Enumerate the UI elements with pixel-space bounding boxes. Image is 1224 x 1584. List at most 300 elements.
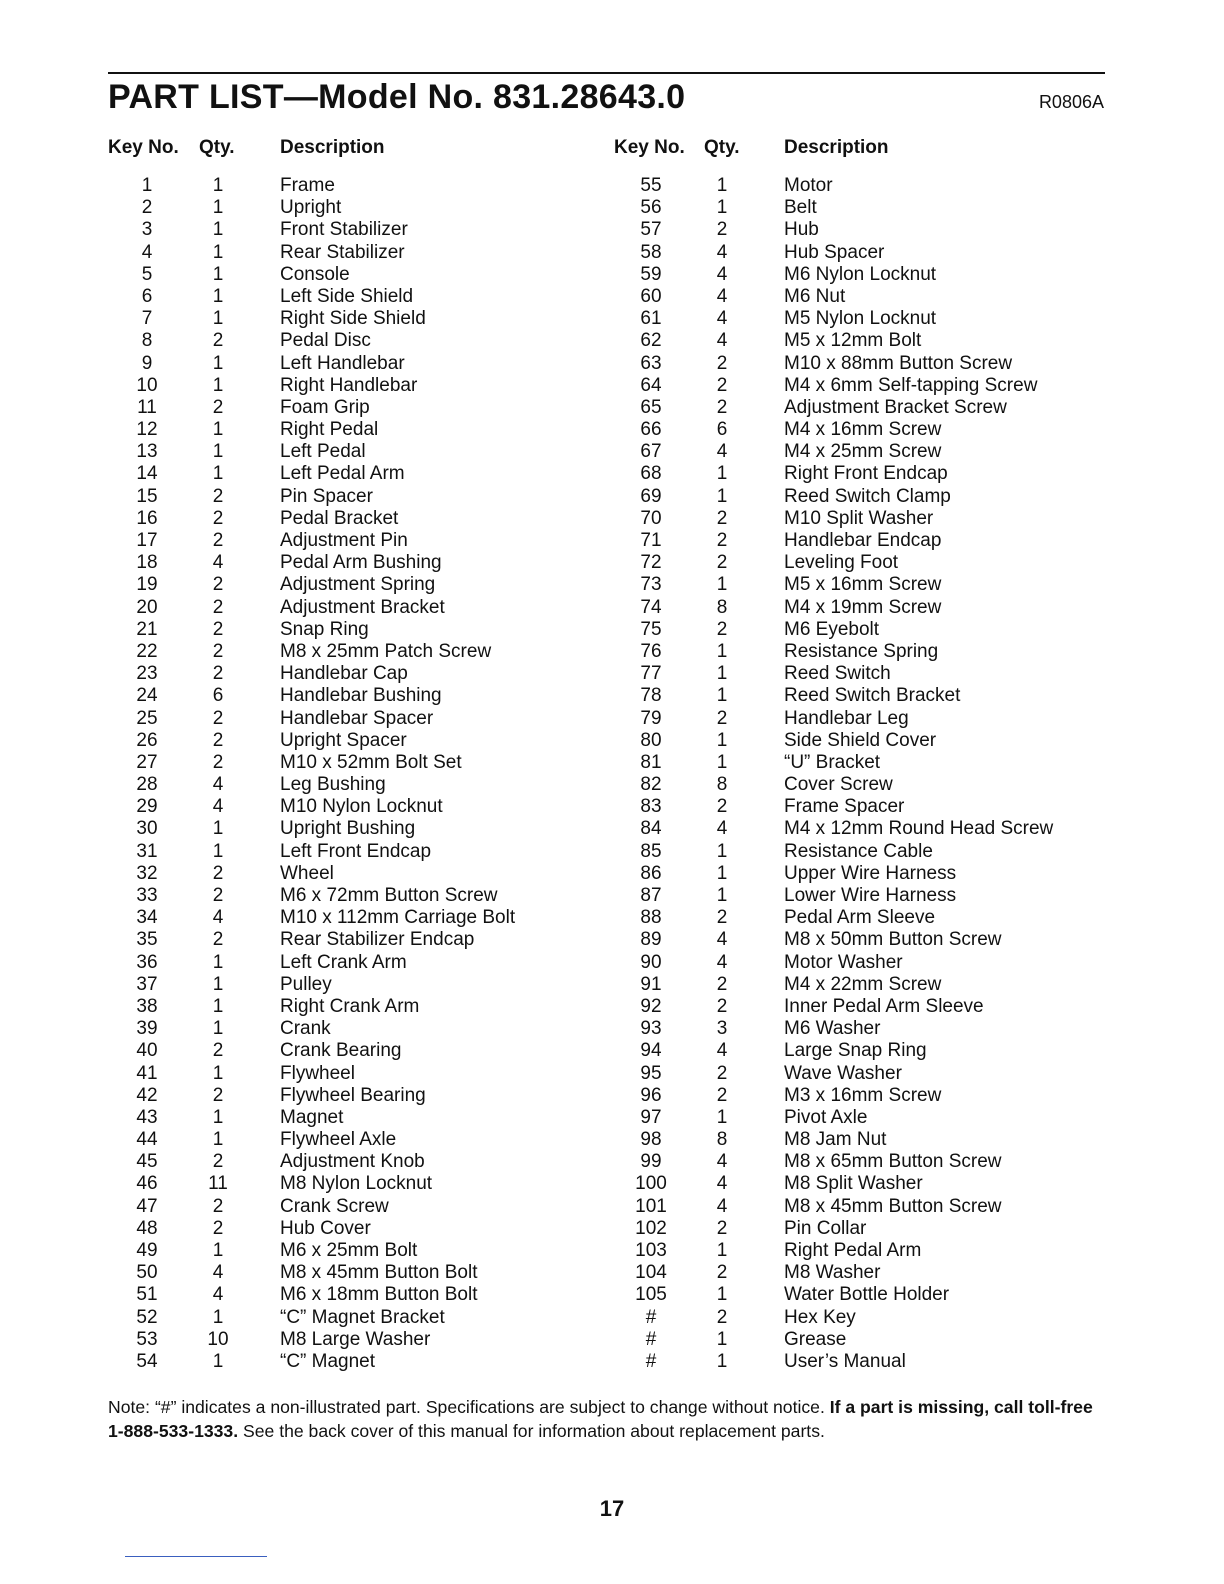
quantity: 1 (212, 1306, 224, 1328)
quantity: 2 (716, 1217, 728, 1239)
quantity: 1 (212, 285, 224, 307)
part-description: Adjustment Bracket Screw (784, 396, 1007, 418)
key-number: 21 (136, 618, 158, 640)
note-text: Note: “#” indicates a non-illustrated part. Specifications are subject to change without notice. (108, 1397, 830, 1417)
quantity: 1 (212, 463, 224, 485)
part-description: Pedal Bracket (280, 507, 399, 529)
quantity: 2 (716, 396, 728, 418)
table-row (0, 752, 600, 774)
key-number: 86 (640, 862, 662, 884)
key-number: 38 (136, 995, 158, 1017)
table-row (600, 1107, 1160, 1129)
part-description: User’s Manual (784, 1350, 906, 1372)
note-bold-text: If a part is missing, call toll-free 1-888-533-1333. (108, 1397, 1093, 1441)
part-description: M10 Nylon Locknut (280, 796, 443, 818)
quantity: 2 (716, 1262, 728, 1284)
quantity: 2 (716, 973, 728, 995)
part-description: Hub Spacer (784, 241, 885, 263)
table-row (600, 1329, 1160, 1351)
part-description: “C” Magnet Bracket (280, 1306, 445, 1328)
quantity: 4 (212, 774, 224, 796)
part-description: Reed Switch Bracket (784, 685, 961, 707)
table-row (600, 863, 1160, 885)
part-description: Flywheel (280, 1062, 355, 1084)
quantity: 4 (212, 1284, 224, 1306)
quantity: 4 (212, 796, 224, 818)
part-description: Handlebar Endcap (784, 530, 942, 551)
table-row (0, 219, 600, 241)
key-number: 68 (640, 463, 662, 485)
part-description: M4 x 22mm Screw (784, 973, 942, 995)
table-row (0, 574, 600, 596)
table-row (0, 907, 600, 929)
key-number: 65 (640, 396, 662, 418)
part-description: M6 x 25mm Bolt (280, 1240, 418, 1261)
part-description: M10 x 88mm Button Screw (784, 352, 1013, 374)
quantity: 1 (716, 751, 728, 773)
quantity: 2 (212, 640, 224, 662)
part-description: M8 x 50mm Button Screw (784, 929, 1002, 951)
part-description: Cover Screw (784, 774, 893, 796)
key-number: 50 (136, 1262, 158, 1284)
quantity: 3 (716, 1018, 728, 1040)
part-description: M6 Washer (784, 1018, 881, 1040)
table-row (600, 929, 1160, 951)
table-row (600, 1173, 1160, 1195)
quantity: 2 (212, 729, 224, 751)
quantity: 1 (212, 374, 224, 396)
key-number: 102 (635, 1217, 667, 1239)
key-number: 29 (136, 796, 158, 818)
quantity: 10 (207, 1328, 229, 1350)
table-row (600, 841, 1160, 863)
part-description: Handlebar Spacer (280, 707, 434, 729)
key-number: 11 (137, 396, 157, 418)
part-description: Large Snap Ring (784, 1040, 927, 1062)
quantity: 4 (716, 1173, 728, 1195)
key-number: 18 (136, 552, 158, 574)
table-row (0, 1085, 600, 1107)
table-row (600, 1151, 1160, 1173)
part-description: Rear Stabilizer (280, 241, 405, 263)
quantity: 2 (212, 885, 224, 906)
quantity: 2 (212, 530, 224, 551)
table-row (0, 818, 600, 840)
key-number: 48 (136, 1217, 158, 1239)
part-description: M6 Nut (784, 285, 846, 307)
part-description: Leg Bushing (280, 774, 386, 796)
table-row (0, 841, 600, 863)
key-number: 1 (141, 175, 153, 196)
part-description: Upright Bushing (280, 818, 416, 840)
quantity: 4 (716, 818, 728, 840)
table-row (600, 264, 1160, 286)
header-qty-left: Qty. (199, 137, 235, 158)
quantity: 4 (212, 907, 224, 929)
part-description: Left Side Shield (280, 285, 414, 307)
table-row (600, 1018, 1160, 1040)
quantity: 2 (716, 374, 728, 396)
table-row (0, 1329, 600, 1351)
table-row (0, 730, 600, 752)
key-number: 31 (136, 840, 158, 862)
footer-line (125, 1556, 267, 1557)
key-number: 89 (640, 929, 662, 951)
table-row (600, 774, 1160, 796)
quantity: 4 (716, 951, 728, 973)
table-row (0, 1240, 600, 1262)
part-description: M10 x 112mm Carriage Bolt (280, 907, 516, 929)
quantity: 1 (716, 1284, 728, 1306)
table-row (600, 796, 1160, 818)
key-number: 87 (640, 885, 662, 906)
part-description: Upper Wire Harness (784, 862, 957, 884)
quantity: 1 (212, 1129, 224, 1151)
quantity: 2 (212, 596, 224, 618)
key-number: 88 (640, 907, 662, 929)
quantity: 4 (716, 1195, 728, 1217)
part-description: Pulley (280, 973, 332, 995)
quantity: 6 (212, 685, 224, 707)
quantity: 1 (716, 729, 728, 751)
part-description: Pin Spacer (280, 485, 373, 507)
key-number: 85 (640, 840, 662, 862)
table-row (0, 375, 600, 397)
part-description: M6 x 72mm Button Screw (280, 885, 498, 906)
key-number: 42 (136, 1084, 158, 1106)
quantity: 1 (212, 308, 224, 330)
quantity: 1 (716, 862, 728, 884)
key-number: 17 (136, 530, 158, 551)
part-description: Pedal Disc (280, 330, 371, 352)
key-number: 52 (136, 1306, 158, 1328)
key-number: 44 (136, 1129, 158, 1151)
part-description: M4 x 16mm Screw (784, 419, 942, 441)
part-description: Right Crank Arm (280, 995, 420, 1017)
key-number: 70 (640, 507, 662, 529)
table-row (600, 1284, 1160, 1306)
key-number: 6 (141, 285, 153, 307)
table-row (600, 175, 1160, 197)
table-row (0, 1063, 600, 1085)
table-row (600, 219, 1160, 241)
part-description: Pin Collar (784, 1217, 867, 1239)
key-number: 22 (136, 640, 158, 662)
quantity: 2 (716, 530, 728, 551)
header-key-right: Key No. (614, 137, 685, 158)
quantity: 2 (212, 507, 224, 529)
part-description: “C” Magnet (280, 1350, 376, 1372)
table-row (0, 1018, 600, 1040)
quantity: 1 (716, 685, 728, 707)
key-number: 30 (136, 818, 158, 840)
key-number: 46 (136, 1173, 158, 1195)
table-row (0, 1107, 600, 1129)
quantity: 4 (716, 441, 728, 463)
key-number: 13 (136, 441, 158, 463)
key-number: 57 (640, 219, 662, 241)
quantity: 1 (212, 219, 224, 241)
part-description: Inner Pedal Arm Sleeve (784, 995, 984, 1017)
table-row (0, 1151, 600, 1173)
quantity: 2 (212, 1040, 224, 1062)
quantity: 1 (212, 951, 224, 973)
quantity: 2 (212, 1195, 224, 1217)
part-description: M8 x 45mm Button Bolt (280, 1262, 478, 1284)
key-number: 97 (640, 1106, 662, 1128)
key-number: 28 (136, 774, 158, 796)
part-description: Flywheel Bearing (280, 1084, 426, 1106)
table-row (600, 486, 1160, 508)
part-description: Rear Stabilizer Endcap (280, 929, 475, 951)
quantity: 2 (212, 396, 224, 418)
table-row (600, 1351, 1160, 1373)
key-number: 92 (640, 995, 662, 1017)
table-row (600, 663, 1160, 685)
quantity: 4 (716, 1040, 728, 1062)
key-number: 83 (640, 796, 662, 818)
quantity: 1 (716, 1240, 728, 1261)
key-number: 104 (635, 1262, 667, 1284)
part-description: Frame (280, 175, 335, 196)
key-number: 15 (136, 485, 158, 507)
quantity: 1 (716, 885, 728, 906)
key-number: 36 (136, 951, 158, 973)
table-row (600, 885, 1160, 907)
quantity: 1 (716, 840, 728, 862)
key-number: 4 (141, 241, 153, 263)
table-row (0, 330, 600, 352)
part-description: Snap Ring (280, 618, 369, 640)
table-row (0, 597, 600, 619)
table-row (0, 397, 600, 419)
key-number: 67 (640, 441, 662, 463)
table-row (600, 353, 1160, 375)
table-row (600, 330, 1160, 352)
key-number: 98 (640, 1129, 662, 1151)
table-row (0, 1129, 600, 1151)
quantity: 4 (716, 1151, 728, 1173)
table-row (600, 974, 1160, 996)
table-row (600, 1085, 1160, 1107)
part-description: M6 x 18mm Button Bolt (280, 1284, 478, 1306)
key-number: 23 (136, 663, 158, 685)
part-description: Left Handlebar (280, 352, 405, 374)
quantity: 2 (716, 796, 728, 818)
part-description: Wheel (280, 862, 334, 884)
key-number: 76 (640, 640, 662, 662)
quantity: 1 (212, 1350, 224, 1372)
part-description: M4 x 19mm Screw (784, 596, 942, 618)
part-description: Resistance Cable (784, 840, 933, 862)
key-number: 103 (635, 1240, 667, 1261)
part-description: Magnet (280, 1106, 344, 1128)
quantity: 1 (212, 175, 224, 196)
table-row (600, 907, 1160, 929)
key-number: 10 (136, 374, 158, 396)
key-number: 75 (640, 618, 662, 640)
quantity: 8 (716, 774, 728, 796)
quantity: 1 (212, 352, 224, 374)
part-description: Lower Wire Harness (784, 885, 957, 906)
part-description: Leveling Foot (784, 552, 899, 574)
quantity: 1 (716, 463, 728, 485)
key-number: 60 (640, 285, 662, 307)
part-description: M5 x 16mm Screw (784, 574, 942, 596)
table-row (600, 552, 1160, 574)
part-description: M4 x 6mm Self-tapping Screw (784, 374, 1038, 396)
table-row (0, 708, 600, 730)
part-description: M3 x 16mm Screw (784, 1084, 942, 1106)
table-row (600, 818, 1160, 840)
table-row (0, 175, 600, 197)
key-number: 7 (141, 308, 153, 330)
quantity: 4 (716, 330, 728, 352)
key-number: 73 (640, 574, 662, 596)
quantity: 1 (212, 1062, 224, 1084)
table-row (0, 419, 600, 441)
part-description: M8 Jam Nut (784, 1129, 887, 1151)
key-number: # (645, 1306, 657, 1328)
quantity: 1 (212, 1240, 224, 1261)
part-description: Upright Spacer (280, 729, 407, 751)
key-number: 74 (640, 596, 662, 618)
key-number: 49 (136, 1240, 158, 1261)
table-row (600, 574, 1160, 596)
quantity: 6 (716, 419, 728, 441)
part-description: Left Crank Arm (280, 951, 407, 973)
part-description: M5 x 12mm Bolt (784, 330, 922, 352)
table-row (600, 1307, 1160, 1329)
quantity: 1 (716, 663, 728, 685)
table-row (0, 663, 600, 685)
quantity: 2 (716, 618, 728, 640)
part-description: Right Pedal (280, 419, 379, 441)
quantity: 4 (212, 552, 224, 574)
key-number: 2 (141, 197, 153, 219)
key-number: 58 (640, 241, 662, 263)
parts-table-right (600, 175, 1160, 1373)
quantity: 2 (212, 1217, 224, 1239)
quantity: 2 (212, 485, 224, 507)
table-row (600, 1196, 1160, 1218)
key-number: 95 (640, 1062, 662, 1084)
quantity: 4 (716, 263, 728, 285)
page-number: 17 (599, 1496, 625, 1521)
page-title: PART LIST—Model No. 831.28643.0 (108, 78, 686, 116)
quantity: 1 (716, 485, 728, 507)
key-number: 41 (136, 1062, 158, 1084)
table-row (0, 685, 600, 707)
key-number: 25 (136, 707, 158, 729)
table-row (600, 530, 1160, 552)
key-number: 105 (635, 1284, 667, 1306)
quantity: 1 (716, 1350, 728, 1372)
table-row (0, 463, 600, 485)
table-row (600, 508, 1160, 530)
quantity: 4 (716, 929, 728, 951)
part-description: Pedal Arm Sleeve (784, 907, 936, 929)
quantity: 1 (212, 995, 224, 1017)
part-description: Pivot Axle (784, 1106, 868, 1128)
part-description: M8 x 25mm Patch Screw (280, 640, 492, 662)
quantity: 2 (212, 663, 224, 685)
quantity: 2 (716, 219, 728, 241)
quantity: 1 (212, 197, 224, 219)
quantity: 2 (716, 552, 728, 574)
table-row (0, 952, 600, 974)
part-description: M6 Nylon Locknut (784, 263, 937, 285)
table-row (0, 1218, 600, 1240)
quantity: 1 (716, 175, 728, 196)
part-description: M8 Washer (784, 1262, 881, 1284)
key-number: 91 (640, 973, 662, 995)
key-number: 78 (640, 685, 662, 707)
table-row (600, 996, 1160, 1018)
quantity: 2 (212, 862, 224, 884)
part-description: Reed Switch Clamp (784, 485, 951, 507)
table-row (0, 774, 600, 796)
part-description: Side Shield Cover (784, 729, 937, 751)
quantity: 11 (208, 1173, 228, 1195)
part-description: Motor Washer (784, 951, 903, 973)
part-description: Left Pedal (280, 441, 366, 463)
table-row (0, 508, 600, 530)
key-number: 9 (141, 352, 153, 374)
table-row (0, 929, 600, 951)
key-number: 54 (136, 1350, 158, 1372)
quantity: 2 (212, 707, 224, 729)
table-row (600, 685, 1160, 707)
quantity: 2 (212, 574, 224, 596)
table-row (0, 641, 600, 663)
quantity: 1 (212, 840, 224, 862)
part-description: Adjustment Knob (280, 1151, 425, 1173)
key-number: 100 (635, 1173, 667, 1195)
key-number: 96 (640, 1084, 662, 1106)
quantity: 2 (212, 929, 224, 951)
header-desc-left: Description (280, 137, 385, 158)
key-number: 79 (640, 707, 662, 729)
footnote (108, 1395, 1098, 1443)
part-description: Hub (784, 219, 819, 241)
part-description: Right Side Shield (280, 308, 426, 330)
table-row (600, 463, 1160, 485)
quantity: 1 (716, 1328, 728, 1350)
key-number: 5 (141, 263, 153, 285)
table-row (0, 996, 600, 1018)
header-key-left: Key No. (108, 137, 179, 158)
key-number: 33 (136, 885, 158, 906)
key-number: 53 (136, 1328, 158, 1350)
part-description: Right Handlebar (280, 374, 418, 396)
part-description: Adjustment Pin (280, 530, 408, 551)
table-row (0, 885, 600, 907)
quantity: 2 (716, 1084, 728, 1106)
key-number: 64 (640, 374, 662, 396)
key-number: 59 (640, 263, 662, 285)
quantity: 1 (716, 640, 728, 662)
quantity: 2 (716, 995, 728, 1017)
part-description: M8 x 45mm Button Screw (784, 1195, 1002, 1217)
quantity: 4 (212, 1262, 224, 1284)
table-row (0, 353, 600, 375)
part-description: Handlebar Leg (784, 707, 909, 729)
part-description: Motor (784, 175, 833, 196)
header-desc-right: Description (784, 137, 889, 158)
table-row (0, 1196, 600, 1218)
quantity: 4 (716, 285, 728, 307)
